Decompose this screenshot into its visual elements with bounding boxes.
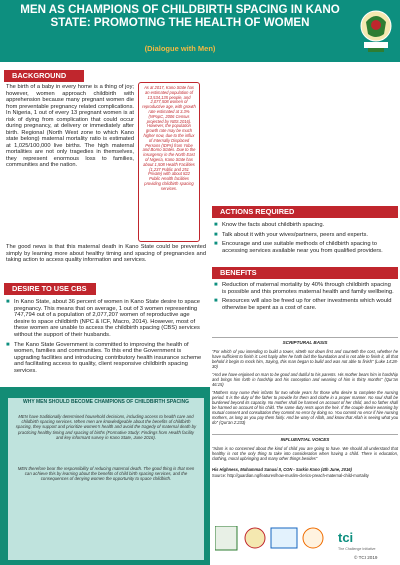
- page-title: MEN AS CHAMPIONS OF CHILDBIRTH SPACING IN KANO STATE: PROMOTING THE HEALTH OF WOMEN: [20, 3, 340, 29]
- tci-logo-subtitle: The Challenge Initiative: [338, 547, 376, 551]
- bullet-icon: ■: [6, 299, 10, 305]
- partner-seal-logo: [303, 528, 323, 548]
- why-men-p1: MEN have traditionally determined household decisions, including access to health care and childbirth spacing services. When men are knowledgeable about the benefits of childbirth spacing, they support and prioritize women's health and avoid the tragedy of maternal death by practicing healthy timing and spacing of births (Formative Study: Findings from Health facility and key informant survey in Kano State, June 2016).: [15, 414, 197, 440]
- background-heading: BACKGROUND: [4, 70, 84, 82]
- desire-item: [6, 299, 206, 339]
- background-body-2: The good news is that this maternal death in Kano State could be prevented simply by learning more about healthy timing and spacing of pregnancies and taking action to access quality information and services.: [6, 244, 206, 263]
- agency-logo: [271, 528, 297, 548]
- partner-logos: [215, 526, 331, 552]
- action-item: [214, 232, 396, 239]
- benefit-item: [214, 298, 396, 311]
- bullet-icon: ■: [6, 341, 10, 348]
- copyright: © TCI 2019: [354, 555, 378, 560]
- actions-list: [214, 222, 396, 257]
- scriptural-quote-2: "And we have enjoined on man to be good and dutiful to his parents. His mother bears him in hardship and brings him forth in hardship and his conception and weaning of him is thirty months" (Qur'an 46:15): [212, 372, 398, 387]
- bullet-icon: ■: [214, 282, 218, 288]
- background-body: The birth of a baby in every home is a thing of joy; however, women approach childbirth with apprehension because many pregnant women die from preventable pregnancy related complications. In Nigeria, 1 out of every 13 pregnant women is at risk of dying from complication that could occur during pregnancy, at delivery or immediately after birth. Regional (North West zone to which Kano state belong) maternal mortality ratio is estimated at 1,025/100,000 live births. The high maternal mortalities are not only tragedies in themselves, they represent enormous loss to families, communities and the nation.: [6, 84, 134, 168]
- kano-state-seal-icon: [356, 4, 396, 56]
- scriptural-quote-3: "Mothers may nurse their infants for two whole years for those who desire to complete the nursing period. It is the duty of the father to provide for them and clothe in a proper manner. No soul shall be burdened beyond its capacity. No mother shall be harmed on account of her child, and no father shall be harmed on account of his child. The same duty rests upon the heir. If the couple desire weaning by mutual consent and consultation they commit no error by doing so. You commit no error if hire nursing mothers, as long as you pay them fairly. And be wary of Allah, and know that Allah is seeing what you do" (Qur'an 2:233): [212, 390, 398, 425]
- divider: [212, 337, 398, 338]
- benefits-list: [214, 282, 396, 314]
- action-item-text: Encourage and use suitable methods of childbirth spacing to accessing services available near you from qualified providers.: [222, 241, 383, 254]
- action-item-text: Know the facts about childbirth spacing.: [222, 222, 325, 228]
- action-item: [214, 241, 396, 254]
- desire-item: [6, 342, 206, 375]
- influential-quote: "Islam is so concerned about the kind of child you are going to have. We should all understand that healthy is not the only thing to take into consideration when having a child. There is education, clothing, moral upbringing and many other things besides": [212, 446, 398, 461]
- desire-list: [6, 299, 206, 378]
- coat-of-arms-logo: [215, 526, 237, 550]
- benefit-item-text: Reduction of maternal mortality by 40% through childbirth spacing is possible and this promotes maternal health and family wellbeing.: [222, 282, 394, 295]
- desire-item-text: In Kano State, about 36 percent of women in Kano State desire to space pregnancy. This means that on average, 1 out of 3 women representing 747,794 out of a population of 2,077,207 women of reproductive age desire to space childbirth (NPC & ICF, Macro, 2014). However, most of these women are unable to access the childbirth spacing (CBS) services without the support of their husbands.: [14, 299, 200, 338]
- tci-logo-text: tci: [338, 530, 354, 545]
- why-men-p2: MEN therefore bear the responsibility of reducing maternal death. The good thing is that men can achieve this by learning about the benefits of child birth spacing services, and the consequences of denying women the opportunity to space childbirth.: [17, 466, 195, 482]
- header-banner: [0, 0, 400, 62]
- population-callout: As at 2017, Kano State has an estimated population of 13,534,135 people, and 2,077,508 women of reproductive age, with growth rate estimated at 3.3% (NPopC, 2006 Census projected by NBS 2016). However, the population growth rate may be much higher now, due to the influx of Internally Displaced Persons (IDPs) from Yobe and Borno States. Due to the insurgency in the North East of Nigeria, Kano State has about 1,508 Health Facilities (1,237 Public and 251 Private) with about 822 Public Health facilities providing childbirth spacing services.: [138, 82, 200, 242]
- desire-item-text: The Kano State Government is committed to improving the health of women, families and communities. To this end the Government is upgrading facilities and introducing contributory health insurance scheme and facilitating access to quality, client responsive childbirth spacing services.: [14, 341, 202, 374]
- benefits-heading: BENEFITS: [212, 267, 398, 279]
- bullet-icon: ■: [214, 222, 218, 228]
- influential-attribution: His Highness, Muhammad Sanusi II, CON - Sarkin Kano (4th June, 2016): [212, 467, 352, 472]
- ministry-seal-logo: [245, 528, 265, 548]
- benefit-item: [214, 282, 396, 295]
- action-item-text: Talk about it with your wives/partners, peers and experts.: [222, 231, 368, 238]
- benefit-item-text: Resources will also be freed up for other investments which would otherwise be spent as a cost of care.: [222, 298, 392, 311]
- bullet-icon: ■: [214, 298, 218, 305]
- tci-logo: [338, 529, 394, 549]
- action-item: [214, 222, 396, 229]
- influential-source: Source: http://guardian.ng/features/how-muslim-clerics-preach-maternal-child-mortality: [212, 473, 369, 478]
- influential-title: INFLUENTIAL VOICES: [280, 437, 330, 442]
- scriptural-title: SCRIPTURAL BASIS: [282, 340, 328, 345]
- bullet-icon: ■: [214, 241, 218, 248]
- bullet-icon: ■: [214, 231, 218, 238]
- divider: [212, 434, 398, 435]
- actions-heading: ACTIONS REQUIRED: [212, 206, 398, 218]
- scriptural-quote-1: "For which of you intending to build a tower, sitteth not down first and counteth the cost, whether he have sufficient to finish it: Lest haply after he hath laid the foundation and is not able to finish it, all that behold it begin to mock him, Saying, this man began to build and was not able to finish" (Luke 14:28-30): [212, 349, 398, 369]
- page-subtitle: (Dialogue with Men): [144, 44, 216, 53]
- why-men-title: WHY MEN SHOULD BECOME CHAMPIONS OF CHILDBIRTH SPACING: [23, 399, 189, 405]
- desire-heading: DESIRE TO USE CBS: [4, 283, 96, 295]
